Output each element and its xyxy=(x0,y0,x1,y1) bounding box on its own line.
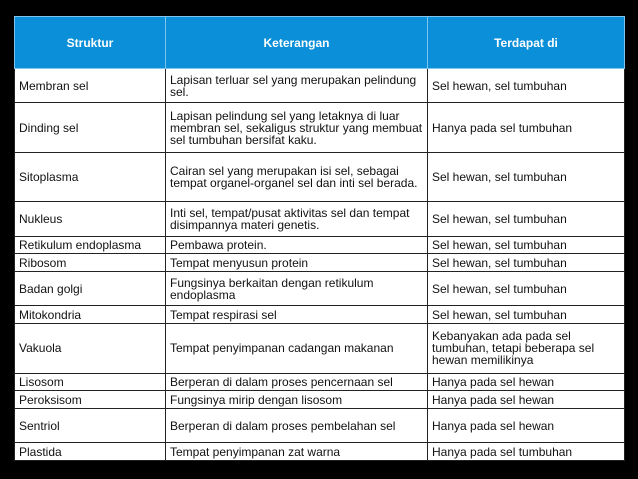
table-row xyxy=(15,408,625,442)
cell-terdapat: Sel hewan, sel tumbuhan xyxy=(428,202,625,236)
header-keterangan: Keterangan xyxy=(166,17,428,69)
cell-terdapat: Hanya pada sel tumbuhan xyxy=(428,443,625,461)
cell-struktur: Ribosom xyxy=(15,254,166,272)
cell-keterangan: Lapisan terluar sel yang merupakan pelindung sel. xyxy=(166,69,428,103)
cell-struktur: Plastida xyxy=(15,443,166,461)
cell-keterangan: Fungsinya berkaitan dengan retikulum endoplasma xyxy=(166,272,428,306)
cell-keterangan: Cairan sel yang merupakan isi sel, sebagai tempat organel-organel sel dan inti sel berada. xyxy=(166,152,428,202)
cell-struktur: Mitokondria xyxy=(15,306,166,324)
cell-terdapat: Hanya pada sel hewan xyxy=(428,373,625,391)
table-header-row xyxy=(15,17,625,69)
cell-terdapat: Hanya pada sel hewan xyxy=(428,391,625,409)
cell-keterangan: Tempat penyimpanan cadangan makanan xyxy=(166,323,428,373)
cell-keterangan: Tempat respirasi sel xyxy=(166,306,428,324)
cell-struktur: Retikulum endoplasma xyxy=(15,236,166,254)
cell-struktur: Badan golgi xyxy=(15,272,166,306)
table-row xyxy=(15,236,625,254)
cell-struktur: Peroksisom xyxy=(15,391,166,409)
cell-struktur: Sentriol xyxy=(15,408,166,442)
table-frame xyxy=(14,16,624,461)
cell-terdapat: Hanya pada sel tumbuhan xyxy=(428,103,625,153)
cell-terdapat: Sel hewan, sel tumbuhan xyxy=(428,69,625,103)
cell-keterangan: Pembawa protein. xyxy=(166,236,428,254)
table-row xyxy=(15,103,625,153)
header-struktur: Struktur xyxy=(15,17,166,69)
table-row xyxy=(15,391,625,409)
cell-struktur: Membran sel xyxy=(15,69,166,103)
cell-struktur: Vakuola xyxy=(15,323,166,373)
cell-keterangan: Berperan di dalam proses pembelahan sel xyxy=(166,408,428,442)
cell-struktur: Dinding sel xyxy=(15,103,166,153)
table-row xyxy=(15,306,625,324)
cell-keterangan: Fungsinya mirip dengan lisosom xyxy=(166,391,428,409)
cell-keterangan: Lapisan pelindung sel yang letaknya di luar membran sel, sekaligus struktur yang membuat sel tumbuhan bersifat kaku. xyxy=(166,103,428,153)
cell-keterangan: Tempat penyimpanan zat warna xyxy=(166,443,428,461)
cell-terdapat: Sel hewan, sel tumbuhan xyxy=(428,306,625,324)
cell-struktur: Lisosom xyxy=(15,373,166,391)
header-terdapat-di: Terdapat di xyxy=(428,17,625,69)
table-row xyxy=(15,202,625,236)
table-row xyxy=(15,69,625,103)
table-row xyxy=(15,152,625,202)
cell-terdapat: Sel hewan, sel tumbuhan xyxy=(428,272,625,306)
table-row xyxy=(15,272,625,306)
cell-struktur: Sitoplasma xyxy=(15,152,166,202)
cell-terdapat: Sel hewan, sel tumbuhan xyxy=(428,152,625,202)
table-row xyxy=(15,323,625,373)
cell-keterangan: Inti sel, tempat/pusat aktivitas sel dan tempat disimpannya materi genetis. xyxy=(166,202,428,236)
cell-terdapat: Sel hewan, sel tumbuhan xyxy=(428,254,625,272)
cell-struktur: Nukleus xyxy=(15,202,166,236)
cell-terdapat: Hanya pada sel hewan xyxy=(428,408,625,442)
table-row xyxy=(15,254,625,272)
cell-structure-table xyxy=(14,16,625,461)
cell-terdapat: Sel hewan, sel tumbuhan xyxy=(428,236,625,254)
cell-keterangan: Berperan di dalam proses pencernaan sel xyxy=(166,373,428,391)
cell-keterangan: Tempat menyusun protein xyxy=(166,254,428,272)
table-row xyxy=(15,443,625,461)
table-row xyxy=(15,373,625,391)
cell-terdapat: Kebanyakan ada pada sel tumbuhan, tetapi beberapa sel hewan memilikinya xyxy=(428,323,625,373)
